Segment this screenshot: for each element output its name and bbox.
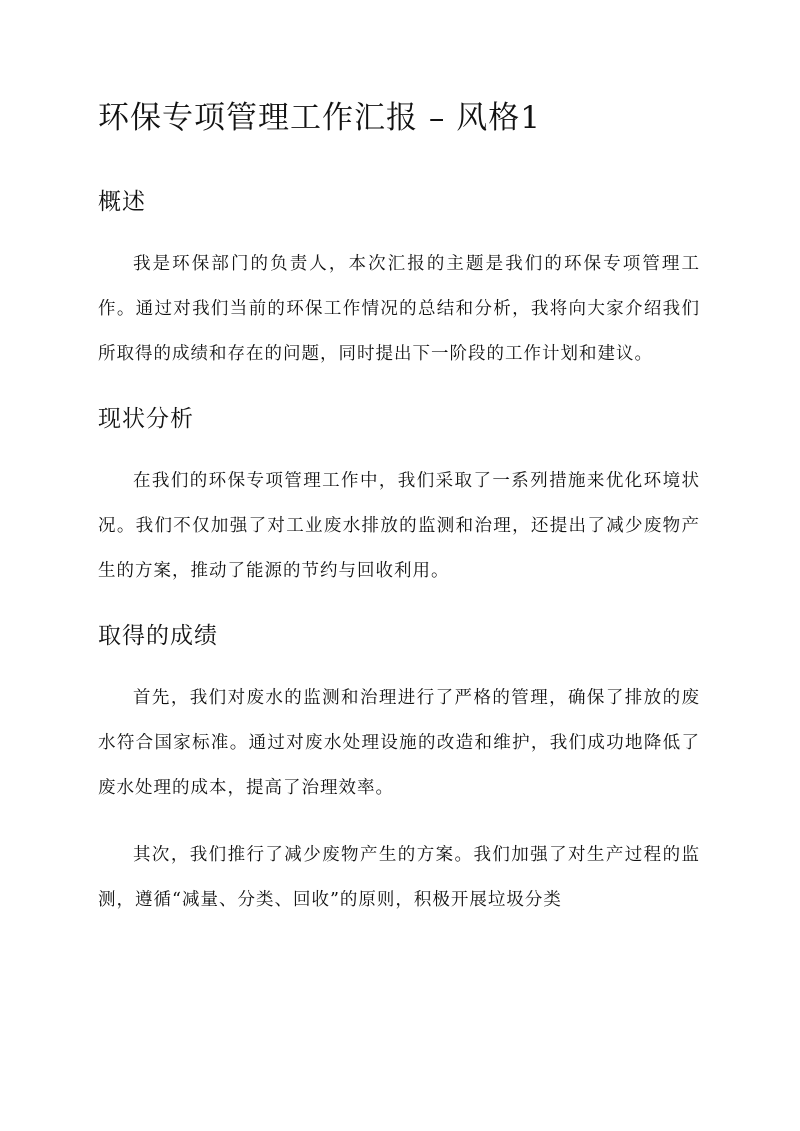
section-heading-status-analysis: 现状分析	[98, 406, 194, 432]
section-status-analysis	[98, 399, 700, 594]
document-title: 环保专项管理工作汇报 – 风格1	[98, 100, 541, 136]
section-achievements	[98, 616, 700, 923]
section-heading-overview: 概述	[98, 189, 146, 215]
section-overview	[98, 182, 700, 377]
paragraph-overview-1: 我是环保部门的负责人，本次汇报的主题是我们的环保专项管理工作。通过对我们当前的环保工作情况的总结和分析，我将向大家介绍我们所取得的成绩和存在的问题，同时提出下一阶段的工作计划和建议。	[98, 254, 700, 364]
section-heading-achievements: 取得的成绩	[98, 623, 218, 649]
paragraph-achievements-2: 其次，我们推行了减少废物产生的方案。我们加强了对生产过程的监测，遵循“减量、分类、回收”的原则，积极开展垃圾分类	[98, 845, 700, 910]
paragraph-achievements-1: 首先，我们对废水的监测和治理进行了严格的管理，确保了排放的废水符合国家标准。通过对废水处理设施的改造和维护，我们成功地降低了废水处理的成本，提高了治理效率。	[98, 688, 700, 798]
paragraph-status-analysis-1: 在我们的环保专项管理工作中，我们采取了一系列措施来优化环境状况。我们不仅加强了对工业废水排放的监测和治理，还提出了减少废物产生的方案，推动了能源的节约与回收利用。	[98, 471, 700, 581]
